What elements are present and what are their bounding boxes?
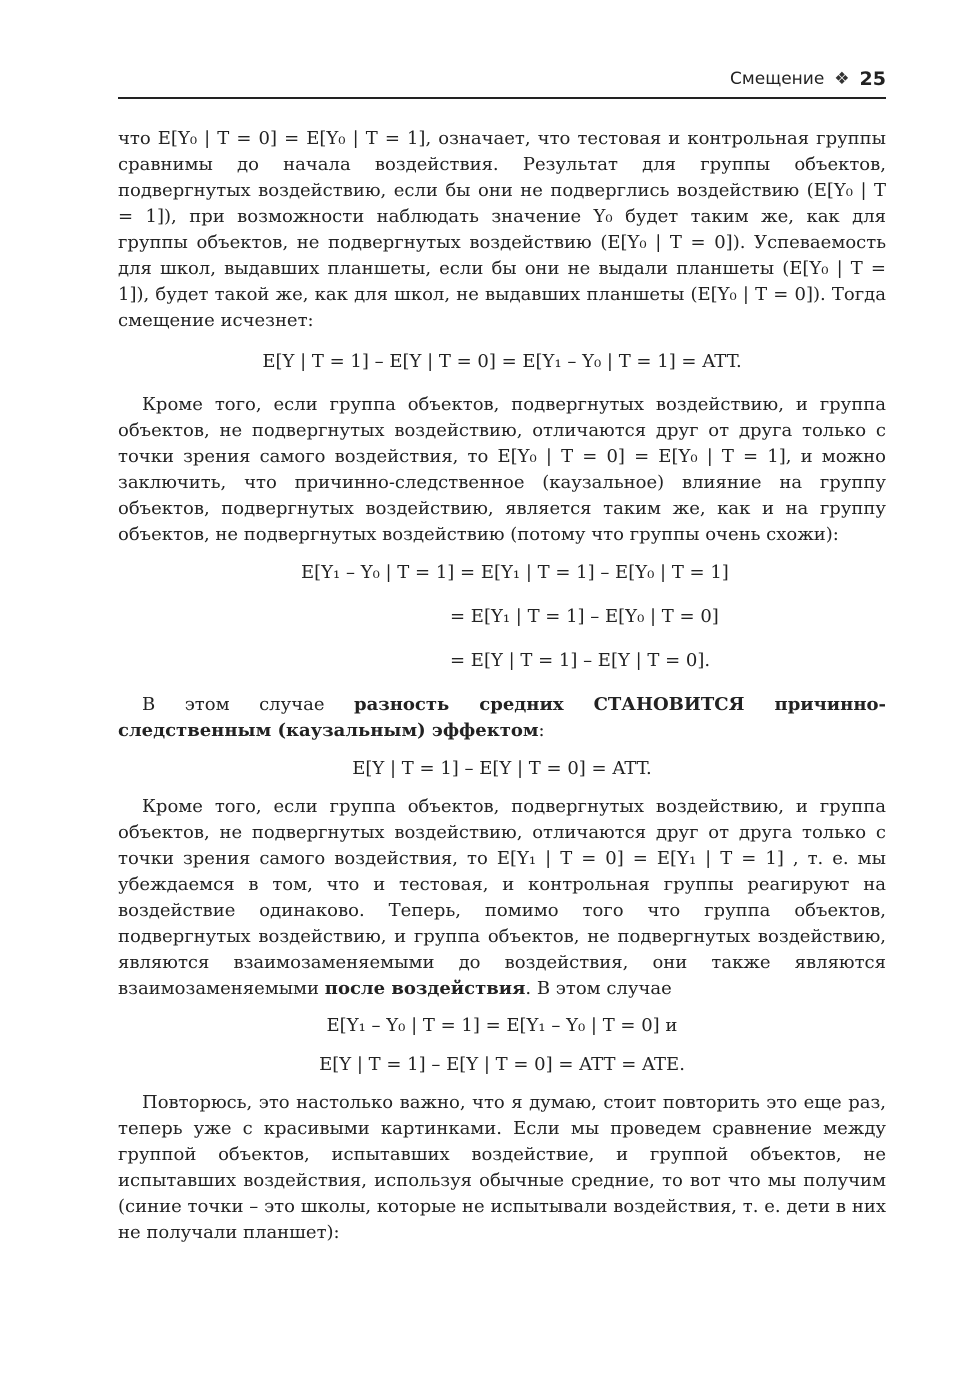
paragraph-3-emphasis: разность средних СТАНОВИТСЯ причинно-следственным (каузальным) эффектом (118, 694, 886, 741)
equation-2-block (118, 551, 886, 683)
section-title: Смещение (730, 69, 825, 89)
paragraph-3-end: : (538, 720, 545, 741)
ornament-icon: ❖ (834, 69, 850, 89)
equation-2-line-3: = E[Y | T = 1] – E[Y | T = 0]. (450, 650, 711, 671)
paragraph-2: Кроме того, если группа объектов, подвергнутых воздействию, и группа объектов, не подвергнутых воздействию, отличаются друг от друга только с точки зрения самого воздействия, то E[Y₀ | T = 0] = E[Y₀ | T = 1], и можно заключить, что причинно-следственное (каузальное) влияние на группу объектов, подвергнутых воздействию, является таким же, как и на группу объектов, не подвергнутых воздействию (потому что группы очень схожи): (118, 394, 886, 545)
paragraph-3-start: В этом случае (142, 694, 354, 715)
paragraph-1: что E[Y₀ | T = 0] = E[Y₀ | T = 1], означает, что тестовая и контрольная группы сравнимы до начала воздействия. Результат для группы объектов, подвергнутых воздействию, если бы они не подверглись воздействию (E[Y₀ | T = 1]), при возможности наблюдать значение Y₀ будет таким же, как для группы объектов, не подвергнутых воздействию (E[Y₀ | T = 0]). Успеваемость для школ, выдавших планшеты, если бы они не выдали планшеты (E[Y₀ | T = 1]), будет такой же, как для школ, не выдавших планшеты (E[Y₀ | T = 0]). Тогда смещение исчезнет: (118, 128, 886, 331)
header-rule (118, 97, 886, 99)
equation-4-line-2-text: E[Y | T = 1] – E[Y | T = 0] = ATT = ATE. (319, 1054, 685, 1075)
equation-2-line-2: = E[Y₁ | T = 1] – E[Y₀ | T = 0] (450, 606, 719, 627)
page-number: 25 (859, 68, 886, 90)
paragraph-5: Повторюсь, это настолько важно, что я думаю, стоит повторить это еще раз, теперь уже с красивыми картинками. Если мы проведем сравнение между группой объектов, испытавших воздействие, и группой объектов, не испытавших воздействия, используя обычные средние, то вот что мы получим (синие точки – это школы, которые не испытывали воздействия, т. е. дети в них не получали планшет): (118, 1092, 886, 1243)
paragraph-4-emphasis: после воздействия (324, 978, 526, 999)
equation-1 (118, 349, 886, 375)
equation-3 (118, 756, 886, 782)
equation-2-line-1: E[Y₁ – Y₀ | T = 1] = E[Y₁ | T = 1] – E[Y₀ | T = 1] (301, 562, 729, 583)
paragraph-4-start: Кроме того, если группа объектов, подвергнутых воздействию, и группа объектов, не подвергнутых воздействию, отличаются друг от друга только с точки зрения самого воздействия, то E[Y₁ | T = 0] = E[Y₁ | T = 1] , т. е. мы убеждаемся в том, что и тестовая, и контрольная группы реагируют на воздействие одинаково. Теперь, помимо того что группа объектов, подвергнутых воздействию, и группа объектов, не подвергнутых воздействию, являются взаимозаменяемыми до воздействия, они также являются взаимозаменяемыми (118, 796, 886, 999)
equation-4-line-1 (118, 1013, 886, 1039)
paragraph-3 (118, 692, 886, 744)
paragraph-4-end: . В этом случае (525, 978, 672, 999)
equation-4-line-2 (118, 1052, 886, 1078)
equation-1-text: E[Y | T = 1] – E[Y | T = 0] = E[Y₁ – Y₀ | T = 1] = ATT. (262, 351, 742, 372)
equation-4-line-1-text: E[Y₁ – Y₀ | T = 1] = E[Y₁ – Y₀ | T = 0] и (326, 1015, 678, 1036)
paragraph-4 (118, 794, 886, 1002)
equation-3-text: E[Y | T = 1] – E[Y | T = 0] = ATT. (352, 758, 652, 779)
page-body (118, 126, 886, 1246)
running-header (118, 62, 886, 96)
